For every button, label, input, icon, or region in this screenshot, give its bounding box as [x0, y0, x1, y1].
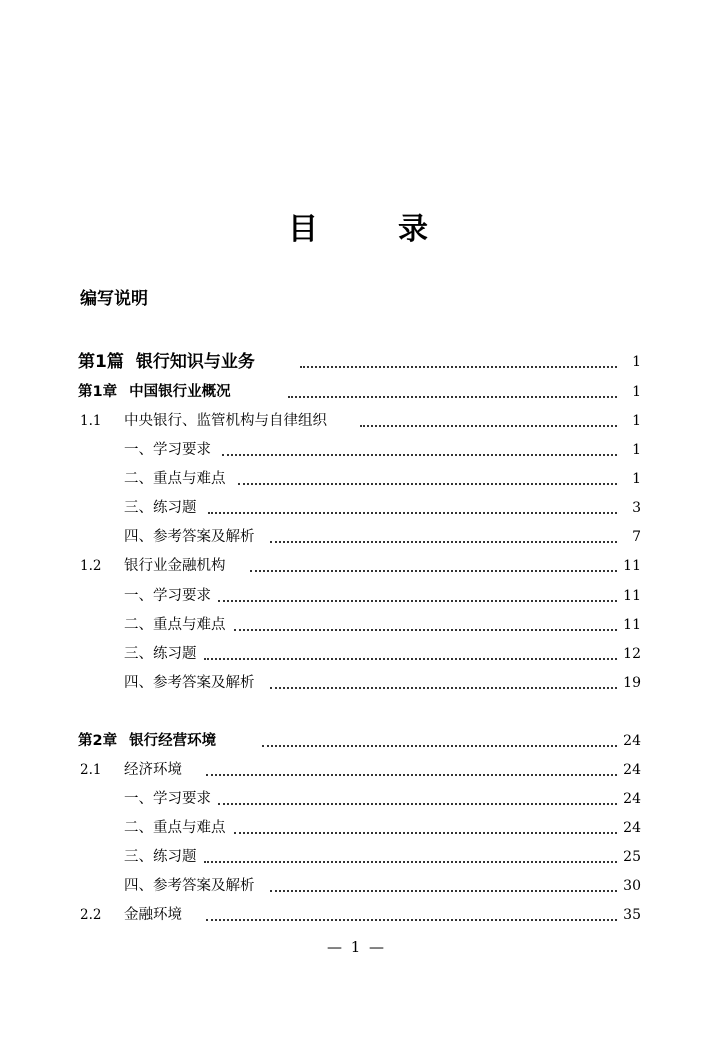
dot-leader [288, 394, 625, 398]
toc-preface-entry: 编写说明 [80, 289, 148, 309]
toc-part-title: 银行知识与业务 [135, 352, 255, 372]
page-footer-number: — 1 — [326, 938, 387, 956]
toc-page-number: 25 [617, 844, 641, 870]
toc-item-label: 二、重点与难点 [124, 466, 230, 492]
dot-leader [218, 598, 625, 602]
dot-leader [204, 656, 625, 660]
toc-section-entry [0, 902, 713, 928]
dot-leader [208, 510, 625, 514]
toc-section-label [80, 553, 230, 579]
toc-section-title: 银行业金融机构 [124, 558, 226, 574]
toc-item-label: 三、练习题 [124, 495, 201, 521]
toc-part-prefix: 第1篇 [78, 352, 124, 372]
toc-section-number: 2.1 [80, 762, 102, 778]
toc-item-label: 三、练习题 [124, 641, 201, 667]
toc-page-number: 24 [617, 815, 641, 841]
dot-leader [360, 423, 625, 427]
toc-item-label: 二、重点与难点 [124, 612, 230, 638]
toc-item-label: 一、学习要求 [124, 437, 215, 463]
toc-title [0, 206, 713, 254]
dot-leader [250, 568, 625, 572]
toc-page-number: 30 [617, 873, 641, 899]
toc-page-number: 7 [617, 524, 641, 550]
toc-item-label: 一、学习要求 [124, 583, 215, 609]
toc-item-label: 二、重点与难点 [124, 815, 230, 841]
toc-title-char-1: 目 [288, 212, 318, 247]
toc-item-label: 四、参考答案及解析 [124, 670, 259, 696]
dot-leader [234, 627, 625, 631]
toc-page-number: 11 [617, 612, 641, 638]
toc-page-number: 35 [617, 902, 641, 928]
dot-leader [206, 772, 625, 776]
dot-leader [204, 859, 625, 863]
toc-item-entry [0, 786, 713, 812]
toc-item-entry [0, 583, 713, 609]
toc-page-number: 11 [617, 553, 641, 579]
toc-item-entry [0, 524, 713, 550]
toc-item-entry [0, 466, 713, 492]
toc-section-number: 1.2 [80, 558, 102, 574]
dot-leader [270, 888, 625, 892]
toc-item-entry [0, 437, 713, 463]
toc-section-number: 1.1 [80, 413, 102, 429]
toc-item-label: 四、参考答案及解析 [124, 873, 259, 899]
toc-item-entry [0, 641, 713, 667]
toc-page-number: 24 [617, 786, 641, 812]
toc-item-entry [0, 815, 713, 841]
toc-item-entry [0, 844, 713, 870]
dot-leader [262, 743, 625, 747]
toc-part-entry [0, 349, 713, 375]
toc-chapter-label [78, 728, 220, 754]
toc-page-number: 1 [617, 437, 641, 463]
dot-leader [206, 917, 625, 921]
toc-page-number: 1 [617, 408, 641, 434]
toc-page-number: 24 [617, 728, 641, 754]
toc-section-number: 2.2 [80, 907, 102, 923]
toc-item-entry [0, 612, 713, 638]
toc-chapter-title: 中国银行业概况 [129, 384, 231, 400]
toc-title-char-2: 录 [398, 212, 428, 247]
toc-page-number: 24 [617, 757, 641, 783]
toc-section-entry [0, 757, 713, 783]
toc-item-entry [0, 873, 713, 899]
dot-leader [234, 830, 625, 834]
toc-chapter-label [78, 379, 235, 405]
toc-page-number: 1 [617, 379, 641, 405]
toc-chapter-prefix: 第2章 [78, 733, 118, 749]
toc-chapter-entry [0, 728, 713, 754]
toc-chapter-title: 银行经营环境 [129, 733, 217, 749]
toc-section-label [80, 757, 186, 783]
toc-section-label [80, 902, 186, 928]
toc-item-entry [0, 495, 713, 521]
toc-section-label [80, 408, 331, 434]
dot-leader [270, 539, 625, 543]
toc-chapter-entry [0, 379, 713, 405]
toc-section-title: 金融环境 [124, 907, 182, 923]
dot-leader [300, 364, 625, 368]
toc-section-entry [0, 408, 713, 434]
toc-item-label: 三、练习题 [124, 844, 201, 870]
toc-page-number: 3 [617, 495, 641, 521]
toc-chapter-prefix: 第1章 [78, 384, 118, 400]
toc-page-number: 1 [617, 466, 641, 492]
toc-section-entry [0, 553, 713, 579]
toc-item-label: 四、参考答案及解析 [124, 524, 259, 550]
toc-item-entry [0, 670, 713, 696]
toc-page-number: 1 [617, 349, 641, 375]
dot-leader [218, 801, 625, 805]
dot-leader [222, 452, 625, 456]
toc-page-number: 19 [617, 670, 641, 696]
toc-section-title: 经济环境 [124, 762, 182, 778]
toc-part-label [78, 349, 259, 375]
toc-item-label: 一、学习要求 [124, 786, 215, 812]
toc-section-title: 中央银行、监管机构与自律组织 [124, 413, 327, 429]
toc-page-number: 12 [617, 641, 641, 667]
dot-leader [238, 481, 625, 485]
dot-leader [270, 685, 625, 689]
toc-page-number: 11 [617, 583, 641, 609]
